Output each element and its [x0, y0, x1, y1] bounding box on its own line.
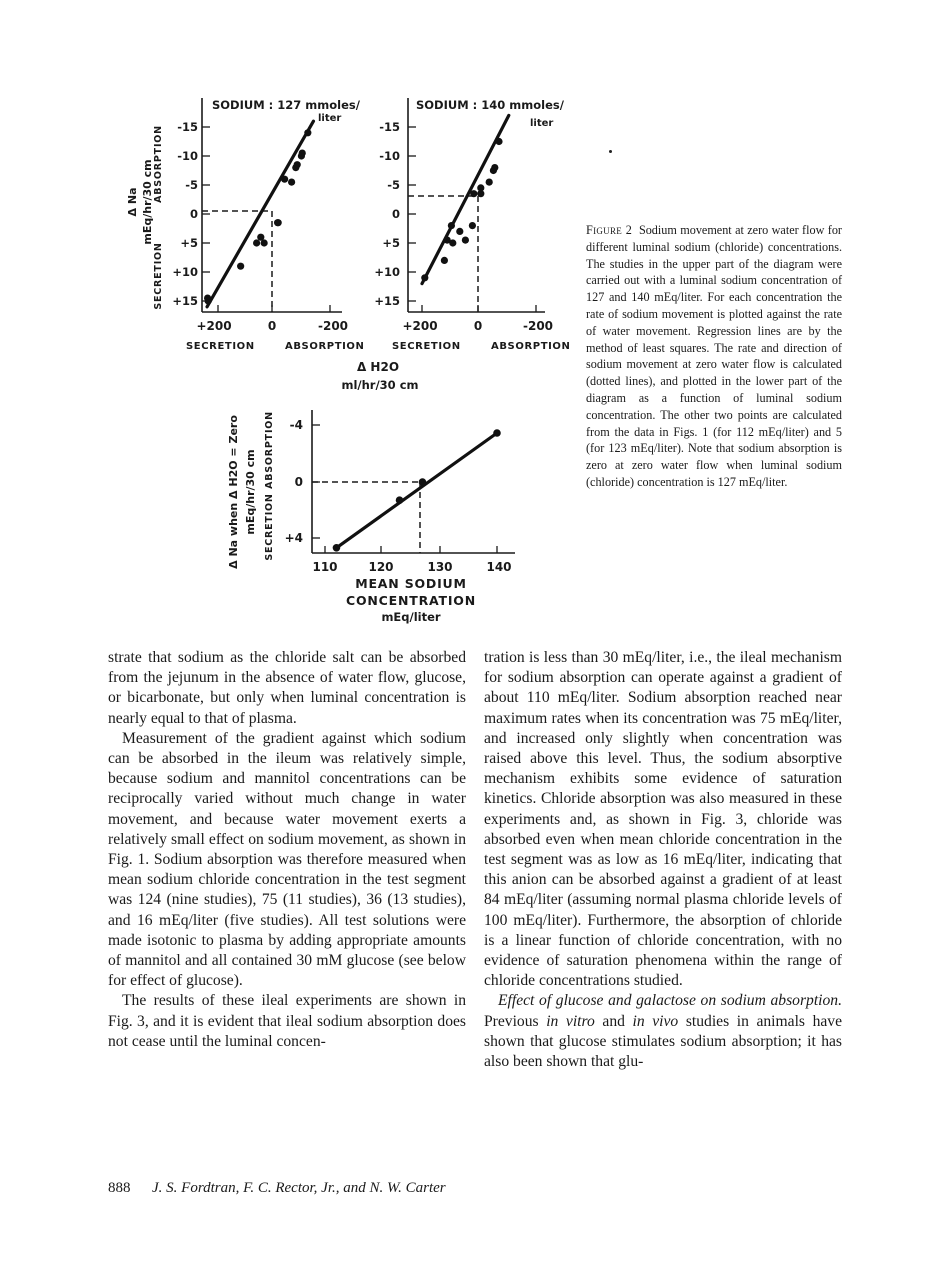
lower-data-point [333, 544, 341, 552]
upper-right-panel [408, 98, 545, 312]
lower-data-point [396, 496, 404, 504]
upper-right-secretion-label: SECRETION [392, 341, 461, 352]
lower-x-tickmarks [325, 546, 497, 553]
upper-right-data-point [495, 138, 502, 145]
text-run: Previous [484, 1012, 547, 1030]
upper-right-y-tick: +5 [382, 236, 400, 250]
upper-right-data-point [449, 239, 456, 246]
lower-x-tick: 130 [427, 560, 453, 574]
upper-right-title: SODIUM : 140 mmoles/ [416, 98, 564, 112]
lower-x-label-2: CONCENTRATION [346, 593, 476, 608]
upper-right-data-point [486, 179, 493, 186]
upper-right-x-tick: 0 [473, 319, 483, 333]
page-footer [108, 1180, 446, 1197]
upper-right-title-cont: liter [530, 118, 554, 129]
upper-y-secretion-label: SECRETION [153, 242, 164, 310]
upper-left-x-tick: +200 [196, 319, 232, 333]
upper-left-data-point [299, 150, 306, 157]
footer-authors: J. S. Fordtran, F. C. Rector, Jr., and N. W. Carter [152, 1180, 446, 1196]
upper-left-absorption-label: ABSORPTION [285, 341, 365, 352]
upper-left-data-point [288, 179, 295, 186]
upper-left-data-point [237, 263, 244, 270]
paragraph: Measurement of the gradient against which sodium can be absorbed in the ileum was relatively simple, because sodium and mannitol concentrations can be reciprocally varied without much change in water movement, and because water movement exerts a relatively small effect on sodium movement, as shown in Fig. 1. Sodium absorption was therefore measured when mean sodium chloride concentration in the test segment was 124 (nine studies), 75 (11 studies), 36 (13 studies), and 16 mEq/liter (five studies). All test solutions were made isotonic to plasma by adding appropriate amounts of mannitol and all contained 30 mM glucose (see below for effect of glucose). [108, 729, 466, 990]
upper-right-y-tick: 0 [391, 207, 400, 221]
upper-left-data-point [294, 161, 301, 168]
lower-y-axis-units: mEq/hr/30 cm [244, 449, 257, 535]
upper-right-y-tick: +15 [374, 294, 400, 308]
upper-right-y-tick: -10 [379, 149, 400, 163]
lower-y-tick: -4 [289, 418, 303, 432]
upper-left-data-point [281, 176, 288, 183]
upper-left-y-tick: -10 [177, 149, 198, 163]
italic-term: in vitro [546, 1012, 595, 1030]
body-column-left [108, 648, 466, 1052]
paragraph: tration is less than 30 mEq/liter, i.e., the ileal mechanism for sodium absorption can operate against a gradient of about 110 mEq/liter. Sodium absorption reached near maximum rates when its concentration was 75 mEq/liter, and increased only slightly when concentration was raised above this level. Thus, the sodium absorptive mechanism exhibits some evidence of saturation kinetics. Chloride absorption was also measured in these experiments and, as shown in Fig. 3, chloride was absorbed even when mean chloride concentration in the test segment was as low as 16 mEq/liter, indicating that this anion can be absorbed against a gradient of at least 84 mEq/liter (assuming normal plasma chloride levels of 100 mEq/liter). Furthermore, the absorption of chloride is a linear function of chloride concentration, with no evidence of saturation phenomena within the range of chloride concentrations studied. [484, 649, 842, 990]
upper-right-data-point [421, 274, 428, 281]
upper-right-data-point [462, 237, 469, 244]
upper-left-title-cont: liter [318, 113, 342, 124]
upper-left-data-point [253, 239, 260, 246]
upper-x-axis-units: ml/hr/30 cm [341, 378, 419, 392]
upper-right-absorption-label: ABSORPTION [491, 341, 571, 352]
upper-right-x-tick: +200 [402, 319, 438, 333]
stray-mark [609, 150, 612, 153]
lower-x-tick: 110 [312, 560, 338, 574]
upper-right-data-point [491, 164, 498, 171]
italic-term: in vivo [632, 1012, 679, 1030]
lower-y-tick: 0 [294, 475, 303, 489]
lower-y-tick: +4 [284, 531, 303, 545]
paragraph: The results of these ileal experiments are shown in Fig. 3, and it is evident that ileal sodium absorption does not cease until the luminal concen- [108, 992, 466, 1050]
upper-right-data-point [477, 184, 484, 191]
upper-left-x-tick: -200 [317, 319, 349, 333]
upper-right-data-point [448, 222, 455, 229]
page-number: 888 [108, 1180, 131, 1196]
upper-left-x-tick: 0 [267, 319, 277, 333]
upper-left-y-tick: +15 [172, 294, 198, 308]
lower-data-point [493, 429, 501, 437]
lower-y-secretion-label: SECRETION [264, 493, 275, 561]
paragraph: strate that sodium as the chloride salt can be absorbed from the jejunum in the absence of water flow, glucose, or bicarbonate, but only when luminal concentration is nearly equal to that of plasma. [108, 649, 466, 727]
text-run: studies in animals have shown that glucose stimulates sodium absorption; it has also been shown that glu- [484, 1012, 843, 1071]
upper-left-y-tick: 0 [189, 207, 198, 221]
upper-left-y-tick: -5 [185, 178, 198, 192]
upper-left-title: SODIUM : 127 mmoles/ [212, 98, 360, 112]
upper-right-y-tick: -5 [387, 178, 400, 192]
upper-right-data-point [456, 228, 463, 235]
body-column-right [484, 648, 842, 1072]
upper-left-data-point [275, 219, 282, 226]
section-heading: Effect of glucose and galactose on sodium absorption. [498, 992, 842, 1010]
lower-x-tick: 120 [368, 560, 394, 574]
upper-y-axis-units: mEq/hr/30 cm [141, 159, 154, 245]
upper-left-y-tickmarks [202, 127, 210, 301]
upper-right-data-point [441, 257, 448, 264]
upper-left-data-point [205, 297, 212, 304]
upper-y-absorption-label: ABSORPTION [153, 125, 164, 203]
lower-panel [312, 410, 515, 553]
upper-left-y-tick: +10 [172, 265, 198, 279]
paragraph [484, 991, 842, 1072]
text-run: and [594, 1012, 633, 1030]
figure-caption-text: Sodium movement at zero water flow for different luminal sodium (chloride) concentrations. The studies in the upper part of the diagram were carried out with a luminal sodium concentration of 127 and 140 mEq/liter. For each concentration the rate of sodium movement is plotted against the rate of water movement. Regression lines are by the method of least squares. The rate and direction of sodium movement at zero water flow is calculated (dotted lines), and plotted in the lower part of the diagram as a function of luminal sodium concentration. The other two points are calculated from the data in Figs. 1 (for 112 mEq/liter) and 5 (for 123 mEq/liter). Note that sodium absorption is zero at zero water flow when luminal sodium (chloride) concentration is 127 mEq/liter. [586, 223, 842, 489]
upper-left-y-tick: -15 [177, 120, 198, 134]
upper-right-y-tick: -15 [379, 120, 400, 134]
upper-right-data-point [470, 190, 477, 197]
upper-left-secretion-label: SECRETION [186, 341, 255, 352]
upper-right-data-point [469, 222, 476, 229]
upper-right-y-tickmarks [408, 127, 416, 301]
upper-right-y-tick: +10 [374, 265, 400, 279]
figure-caption [586, 222, 842, 491]
lower-y-absorption-label: ABSORPTION [264, 411, 275, 489]
upper-left-x-tickmarks [218, 305, 330, 312]
lower-x-tick: 140 [486, 560, 512, 574]
upper-left-data-point [304, 129, 311, 136]
lower-x-units: mEq/liter [381, 610, 441, 624]
lower-x-label-1: MEAN SODIUM [355, 576, 467, 591]
lower-data-point [419, 478, 427, 486]
lower-trend-line [336, 433, 497, 548]
upper-left-y-tick: +5 [180, 236, 198, 250]
upper-y-axis-label: Δ Na [126, 187, 139, 217]
upper-x-axis-label: Δ H2O [356, 360, 400, 374]
figure-caption-label: Figure 2 [586, 223, 633, 237]
upper-left-regression-line [207, 121, 313, 307]
lower-y-axis-label: Δ Na when Δ H2O = Zero [227, 415, 240, 569]
upper-right-x-tickmarks [422, 305, 536, 312]
upper-right-x-tick: -200 [522, 319, 554, 333]
upper-left-data-point [261, 239, 268, 246]
